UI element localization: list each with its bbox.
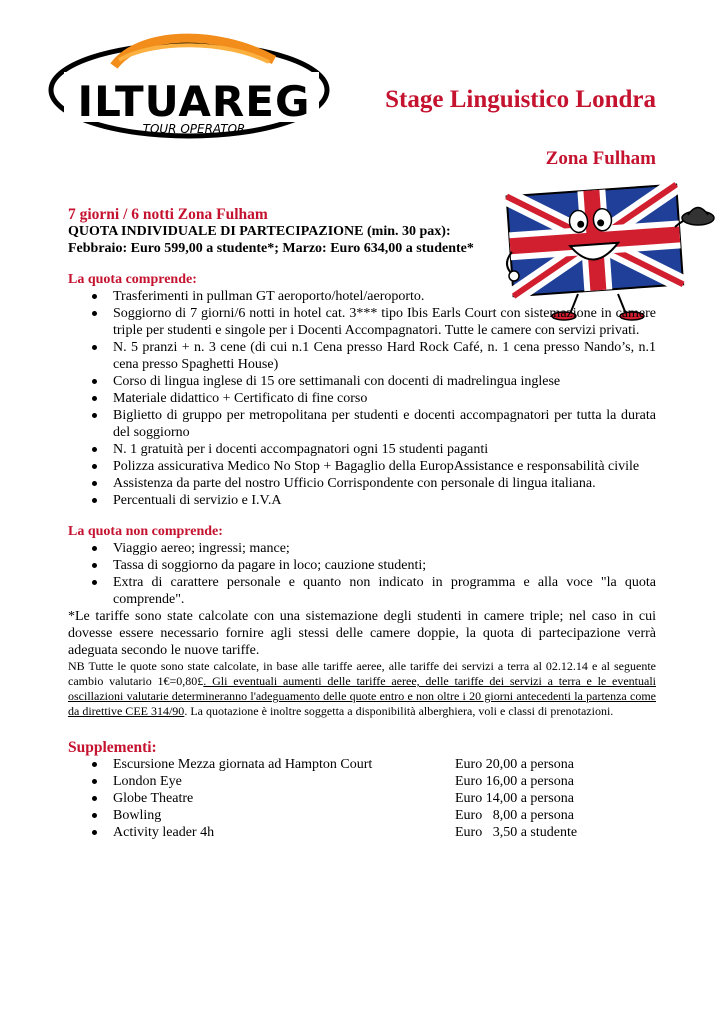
- supplement-row: [113, 790, 656, 807]
- tour-operator-logo: [44, 30, 334, 142]
- list-item: Biglietto di gruppo per metropolitana per studenti e docenti accompagnatori per tutta la durata del soggiorno: [113, 408, 656, 440]
- quota-line: QUOTA INDIVIDUALE DI PARTECIPAZIONE (min. 30 pax):: [68, 224, 451, 239]
- supplements-list: [68, 756, 656, 841]
- nb-underlined: . Gli eventuali aumenti delle tariffe aeree, delle tariffe dei servizi a terra e le eventuali oscillazioni valutarie determineranno l'adeguamento delle quote entro e non oltre i 20 giorni antecedenti la partenza come da direttive CEE 314/90: [68, 674, 656, 718]
- supplement-name: London Eye: [113, 774, 182, 789]
- nb-end: . La quotazione è inoltre soggetta a disponibilità alberghiera, voli e classi di prenotazioni.: [184, 704, 614, 718]
- supplement-price: Euro 3,50 a studente: [455, 825, 578, 840]
- supplement-name: Activity leader 4h: [113, 825, 215, 840]
- nb-note: [68, 659, 656, 719]
- page-title: Stage Linguistico Londra: [385, 86, 656, 113]
- list-item: Trasferimenti in pullman GT aeroporto/hotel/aeroporto.: [113, 288, 656, 305]
- supplement-price: Euro 8,00 a persona: [455, 808, 574, 823]
- supplement-name: Escursione Mezza giornata ad Hampton Court: [113, 757, 373, 772]
- list-item: Materiale didattico + Certificato di fine corso: [113, 390, 656, 407]
- nb-start: NB Tutte le quote sono state calcolate, in base alle tariffe aeree, alle tariffe dei servizi a terra al 02.12.14 e al seguente cambio valutario 1€=0,80£: [68, 659, 656, 688]
- list-item: Soggiorno di 7 giorni/6 notti in hotel cat. 3*** tipo Ibis Earls Court con sistemazione in camere triple per studenti e singole per i Docenti Accompagnatori. Tutte le camere con servizi privati.: [113, 306, 656, 338]
- supplement-price: Euro 16,00 a persona: [455, 774, 574, 789]
- supplement-row: [113, 756, 656, 773]
- includes-heading: La quota comprende:: [68, 272, 197, 287]
- supplement-name: Bowling: [113, 808, 162, 823]
- supplement-row: [113, 773, 656, 790]
- list-item: Assistenza da parte del nostro Ufficio Corrispondente con personale di lingua italiana.: [113, 475, 656, 492]
- list-item: Corso di lingua inglese di 15 ore settimanali con docenti di madrelingua inglese: [113, 373, 656, 390]
- supplement-price: Euro 20,00 a persona: [455, 757, 574, 772]
- price-line: Febbraio: Euro 599,00 a studente*; Marzo: Euro 634,00 a studente*: [68, 241, 474, 256]
- offer-heading: 7 giorni / 6 notti Zona Fulham: [68, 206, 268, 223]
- logo-subtext: TOUR OPERATOR: [142, 122, 246, 136]
- supplement-price: Euro 14,00 a persona: [455, 791, 574, 806]
- list-item: N. 1 gratuità per i docenti accompagnatori ogni 15 studenti paganti: [113, 441, 656, 458]
- includes-list: [68, 288, 656, 509]
- supplement-row: [113, 824, 656, 841]
- page-subtitle: Zona Fulham: [545, 148, 656, 169]
- list-item: Polizza assicurativa Medico No Stop + Bagaglio della EuropAssistance e responsabilità civile: [113, 458, 656, 475]
- tariffs-note: *Le tariffe sono state calcolate con una sistemazione degli studenti in camere triple; nel caso in cui dovesse essere necessario fornire agli stessi delle camere doppie, la quota di partecipazione verrà adeguata secondo le nuove tariffe.: [68, 609, 656, 658]
- list-item: Tassa di soggiorno da pagare in loco; cauzione studenti;: [113, 557, 656, 574]
- list-item: Percentuali di servizio e I.V.A: [113, 492, 656, 509]
- list-item: Viaggio aereo; ingressi; mance;: [113, 540, 656, 557]
- excludes-list: [68, 540, 656, 608]
- supplement-row: [113, 807, 656, 824]
- excludes-heading: La quota non comprende:: [68, 524, 223, 539]
- supplement-name: Globe Theatre: [113, 791, 194, 806]
- list-item: Extra di carattere personale e quanto non indicato in programma e alla voce "la quota comprende".: [113, 575, 656, 607]
- supplements-heading: Supplementi:: [68, 739, 157, 756]
- list-item: N. 5 pranzi + n. 3 cene (di cui n.1 Cena presso Hard Rock Café, n. 1 cena presso Nando’s, n.1 cena presso Spaghetti House): [113, 340, 656, 372]
- document-body: [68, 206, 656, 841]
- logo-text: ILTUAREG: [77, 77, 311, 126]
